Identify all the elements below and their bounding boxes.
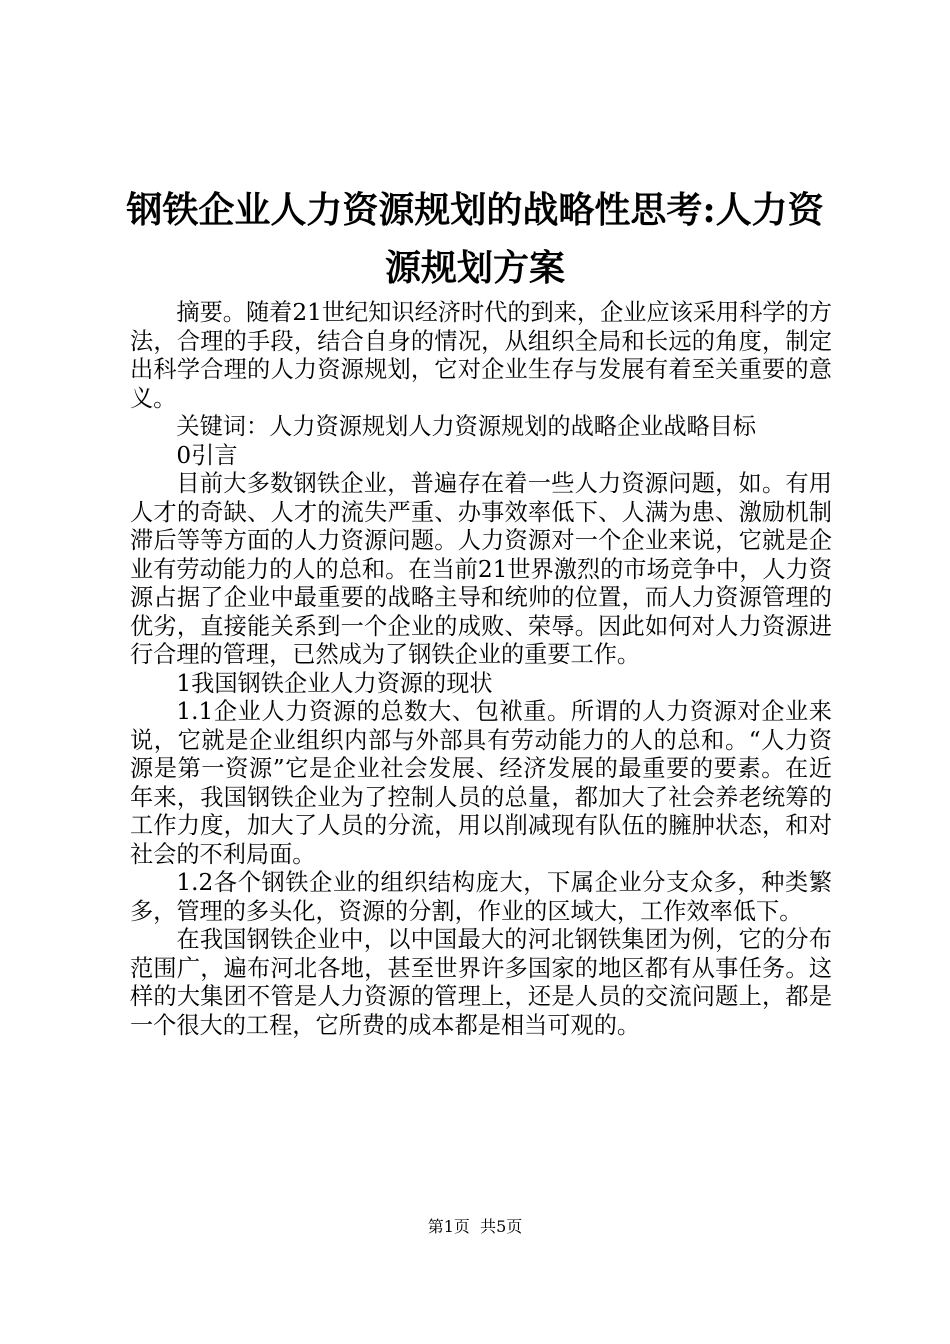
body-paragraph: 目前大多数钢铁企业，普遍存在着一些人力资源问题，如。有用人才的奇缺、人才的流失严重、办事效率低下、人满为患、激励机制滞后等等方面的人力资源问题。人力资源对一个企业来说，它就是企业有劳动能力的人的总和。在当前21世界激烈的市场竞争中，人力资源占据了企业中最重要的战略主导和统帅的位置，而人力资源管理的优劣，直接能关系到一个企业的成败、荣辱。因此如何对人力资源进行合理的管理，已然成为了钢铁企业的重要工作。: [130, 470, 832, 668]
keywords-paragraph: 关键词：人力资源规划人力资源规划的战略企业战略目标: [176, 413, 757, 440]
page-number: 第1页 共5页: [427, 1217, 523, 1236]
abstract-paragraph: 摘要。随着21世纪知识经济时代的到来，企业应该采用科学的方法，合理的手段，结合自身的情况，从组织全局和长远的角度，制定出科学合理的人力资源规划，它对企业生存与发展有着至关重要的意义。: [130, 299, 832, 412]
body-paragraph: 1.2各个钢铁企业的组织结构庞大，下属企业分支众多，种类繁多，管理的多头化，资源的分割，作业的区域大，工作效率低下。: [130, 869, 832, 925]
document-title-line-1: 钢铁企业人力资源规划的战略性思考:人力资: [126, 189, 824, 231]
body-paragraph: 在我国钢铁企业中，以中国最大的河北钢铁集团为例，它的分布范围广，遍布河北各地，甚至世界许多国家的地区都有从事任务。这样的大集团不管是人力资源的管理上，还是人员的交流问题上，都是一个很大的工程，它所费的成本都是相当可观的。: [130, 926, 832, 1039]
page-footer: [0, 1217, 950, 1237]
body-paragraph: 1.1企业人力资源的总数大、包袱重。所谓的人力资源对企业来说，它就是企业组织内部与外部具有劳动能力的人的总和。“人力资源是第一资源”它是企业社会发展、经济发展的最重要的要素。在近年来，我国钢铁企业为了控制人员的总量，都加大了社会养老统筹的工作力度，加大了人员的分流，用以削减现有队伍的臃肿状态，和对社会的不利局面。: [130, 698, 832, 868]
section-heading-introduction: 0引言: [176, 441, 238, 469]
section-heading-status: 1我国钢铁企业人力资源的现状: [176, 669, 493, 697]
document-body: [130, 299, 832, 1040]
document-title-line-2: 源规划方案: [384, 247, 565, 289]
